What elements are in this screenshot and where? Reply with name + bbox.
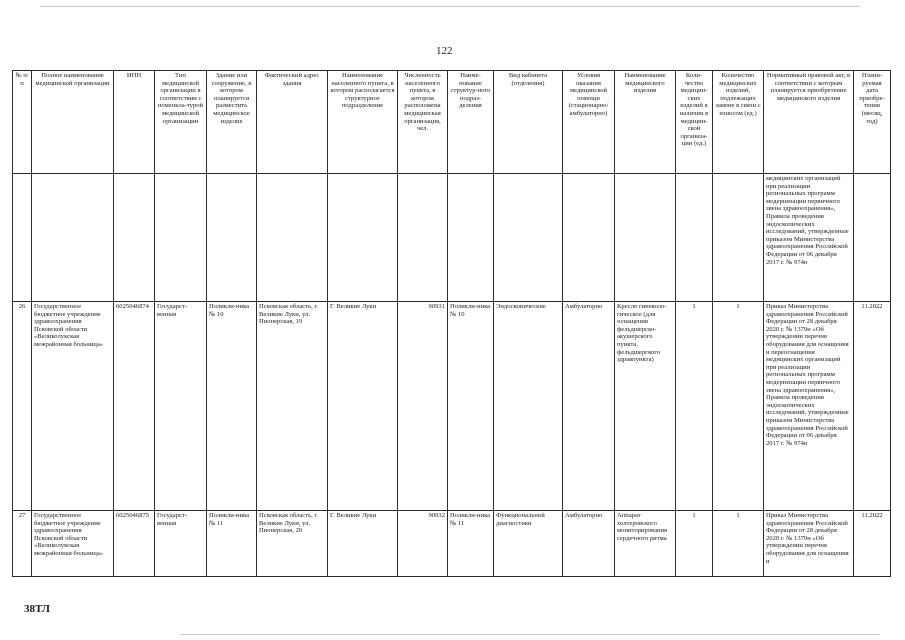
scan-artifact-bottom [180, 634, 880, 635]
row-locality: Г. Великие Луки [328, 302, 398, 511]
header-building: Здание или сооружение, в котором планируется разместить медицинское изделие [207, 71, 257, 174]
row-building: Поликли-ника № 10 [207, 302, 257, 511]
row-date: 11.2022 [854, 511, 891, 577]
continuation-act-text: медицинских организаций при реализации региональных программ модернизации первичного звена здравоохранения», Правила проведения эндоскопических исследований, утвержденные приказом Министерства здравоохранения Российской Федерации от 06 декабря 2017 г. № 974н [764, 174, 854, 302]
header-population: Численность населенного пункта, в котором расположена медицинская организация, чел. [398, 71, 448, 174]
row-conditions: Амбулаторно [563, 302, 615, 511]
table-row [13, 511, 891, 577]
table-row [13, 302, 891, 511]
header-num: № п/п [13, 71, 32, 174]
row-unit: Поликли-ника № 10 [448, 302, 494, 511]
row-conditions: Амбулаторно [563, 511, 615, 577]
row-address: Псковская область, г. Великие Луки, ул. Пионерская, 20 [257, 511, 328, 577]
row-type: Государст-венная [155, 511, 207, 577]
row-locality: Г. Великие Луки [328, 511, 398, 577]
row-device: Аппарат холтеровского мониторирования сердечного ритма [615, 511, 676, 577]
row-org: Государственное бюджетное учреждение здравоохранения Псковской области «Великолукская межрайонная больница» [32, 511, 114, 577]
header-address: Фактический адрес здания [257, 71, 328, 174]
row-date: 11.2022 [854, 302, 891, 511]
row-unit: Поликли-ника № 11 [448, 511, 494, 577]
header-type: Тип медицинской организации в соответствии с номенкла-турой медицинской организации [155, 71, 207, 174]
row-building: Поликли-ника № 11 [207, 511, 257, 577]
scan-artifact-top [40, 6, 860, 7]
row-num: 26 [13, 302, 32, 511]
header-locality: Наименование населенного пункта, в котором располагается структурное подразделение [328, 71, 398, 174]
row-act: Приказ Министерства здравоохранения Российской Федерации от 28 декабря 2020 г. № 1379н «Об утверждении перечня оборудования для оснащения и переоснащения медицинских организаций при реализации региональных программ модернизации первичного звена здравоохранения», Правила проведения эндоскопических исследований, утвержденные приказом Министерства здравоохранения Российской Федерации от 06 декабря 2017 г. № 974н [764, 302, 854, 511]
row-qty-replace: 1 [713, 302, 764, 511]
header-unit: Наиме-нование структур-ного подраз-деления [448, 71, 494, 174]
page-number: 122 [436, 45, 453, 57]
row-type: Государст-венная [155, 302, 207, 511]
footer-code: 38ТЛ [24, 603, 50, 615]
row-inn: 6025046874 [114, 302, 155, 511]
header-qty-available: Коли-чество медицин-ских изделий в наличии в медицин-ской организа-ции (ед.) [676, 71, 713, 174]
row-org: Государственное бюджетное учреждение здравоохранения Псковской области «Великолукская межрайонная больница» [32, 302, 114, 511]
row-num: 27 [13, 511, 32, 577]
row-qty-replace: 1 [713, 511, 764, 577]
row-population: 90931 [398, 302, 448, 511]
header-conditions: Условия оказания медицинской помощи (стационарно/ амбулаторно) [563, 71, 615, 174]
row-device: Кресло гинеколо-гическое (для оснащения фельдшерско-акушерского пункта, фельдшерского здравпункта) [615, 302, 676, 511]
header-org: Полное наименование медицинской организации [32, 71, 114, 174]
row-inn: 6025046875 [114, 511, 155, 577]
row-qty-available: 1 [676, 302, 713, 511]
table-row-continuation [13, 174, 891, 302]
table-header-row [13, 71, 891, 174]
row-cabinet: Функциональной диагностики [494, 511, 563, 577]
header-date: Плани-руемая дата приобре-тения (месяц, год) [854, 71, 891, 174]
header-device: Наименование медицинского изделия [615, 71, 676, 174]
row-qty-available: 1 [676, 511, 713, 577]
header-inn: ИНН [114, 71, 155, 174]
row-act: Приказ Министерства здравоохранения Российской Федерации от 28 декабря 2020 г. № 1379н «Об утверждении перечня оборудования для оснащения и [764, 511, 854, 577]
header-qty-replace: Количество медицинских изделий, подлежащих замене в связи с износом (ед.) [713, 71, 764, 174]
row-address: Псковская область, г. Великие Луки, ул. Пионерская, 19 [257, 302, 328, 511]
row-cabinet: Эндоскопические [494, 302, 563, 511]
header-act: Нормативный правовой акт, в соответствии с которым планируется приобретение медицинского изделия [764, 71, 854, 174]
row-population: 90932 [398, 511, 448, 577]
equipment-table [12, 70, 891, 577]
header-cabinet: Вид кабинета (отделения) [494, 71, 563, 174]
